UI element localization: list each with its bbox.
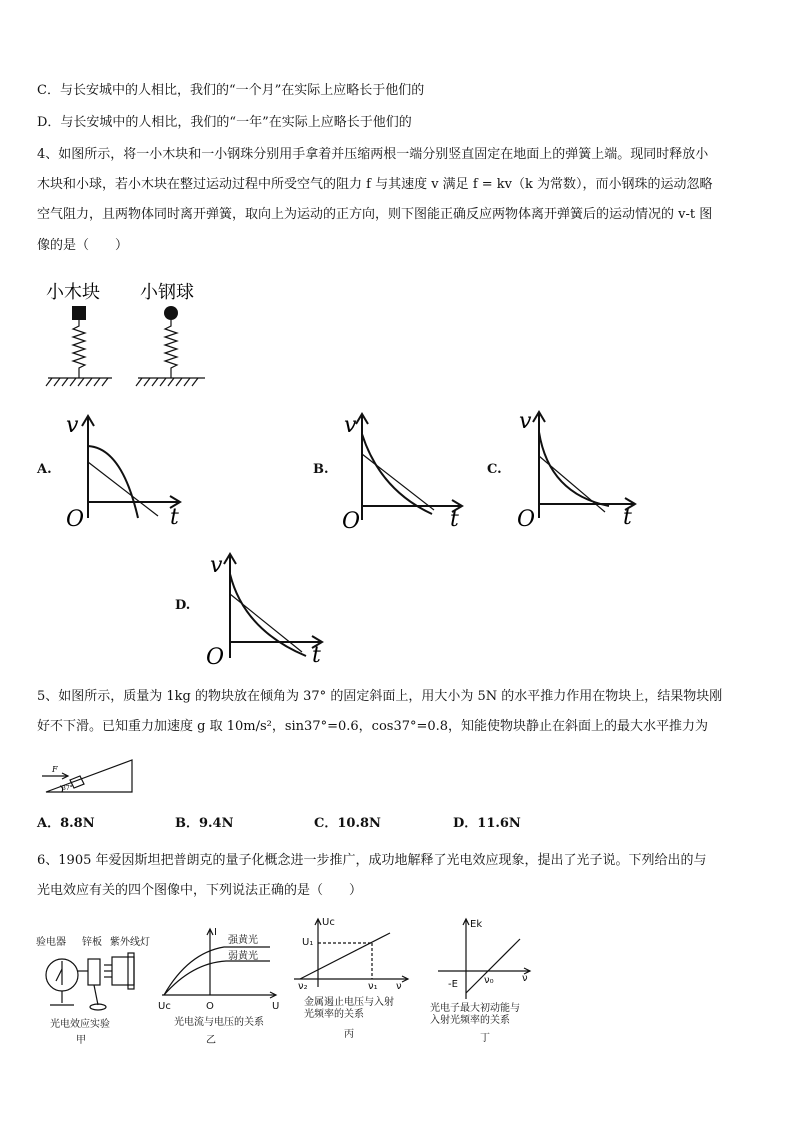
svg-text:乙: 乙 [206,1035,216,1046]
svg-text:ν: ν [396,981,402,992]
wood-label: 小木块 [46,282,100,303]
q4-text-line3: 空气阻力，且两物体同时离开弹簧，取向上为运动的正方向，则下图能正确反应两物体离开弹簧后的运动情况的 v-t 图 [37,207,713,222]
axis-o: O [517,507,536,532]
option-c-label: C. [487,462,502,477]
axis-t: t [450,507,459,532]
q3-option-d: D．与长安城中的人相比，我们的“一年”在实际上应略长于他们的 [37,115,412,130]
q5-option-c: C．10.8N [314,816,381,831]
svg-text:I: I [214,927,217,938]
zinc-plate [88,959,100,985]
axis-v: v [519,409,532,434]
q5-option-a: A．8.8N [37,816,95,831]
force-label: F [52,765,58,774]
incline-figure [40,756,140,796]
option-d-label: D. [175,598,191,613]
svg-text:O: O [206,1001,214,1012]
svg-text:丁: 丁 [480,1033,490,1044]
axis-v: v [66,413,79,438]
svg-text:U₁: U₁ [302,937,314,948]
svg-text:紫外线灯: 紫外线灯 [110,937,150,948]
svg-text:光电效应实验: 光电效应实验 [50,1019,110,1030]
svg-text:ν₀: ν₀ [484,975,494,986]
graph-d [204,550,334,670]
springs-figure [40,280,240,390]
figure-ding [418,915,548,1045]
svg-text:强黄光: 强黄光 [228,935,258,946]
axis-o: O [342,509,361,534]
q5-text-line2: 好不下滑。已知重力加速度 g 取 10m/s²，sin37°=0.6，cos37°=0.8，知能使物块静止在斜面上的最大水平推力为 [37,719,709,734]
axis-o: O [66,507,85,532]
svg-text:甲: 甲 [76,1035,86,1046]
q6-text-line2: 光电效应有关的四个图像中，下列说法正确的是（ ） [37,883,363,898]
svg-text:光频率的关系: 光频率的关系 [304,1009,364,1020]
svg-text:ν: ν [522,973,528,984]
svg-text:锌板: 锌板 [82,937,102,948]
graph-b [340,410,470,534]
ground-hatch-left [46,378,108,386]
axis-t: t [623,505,632,530]
q5-option-b: B．9.4N [175,816,234,831]
axis-v: v [344,413,357,438]
svg-text:验电器: 验电器 [36,937,66,948]
spring-right [165,320,177,378]
svg-text:光电流与电压的关系: 光电流与电压的关系 [174,1017,264,1028]
q4-text-line4: 像的是（ ） [37,238,129,253]
figure-jia [36,925,166,1055]
svg-text:金属遏止电压与入射: 金属遏止电压与入射 [304,997,394,1008]
q3-option-c: C．与长安城中的人相比，我们的“一个月”在实际上应略长于他们的 [37,83,425,98]
uv-lamp [112,957,134,985]
angle-label: 37° [62,785,73,792]
svg-text:Ek: Ek [470,919,483,930]
axis-t: t [312,643,321,668]
q4-text-line2: 木块和小球，若小木块在整过运动过程中所受空气的阻力 f 与其速度 v 满足 f = kv（k 为常数），而小钢珠的运动忽略 [37,177,713,192]
svg-text:U: U [272,1001,280,1012]
q5-text-line1: 5、如图所示，质量为 1kg 的物块放在倾角为 37° 的固定斜面上，用大小为 5N 的水平推力作用在物块上，结果物块刚 [37,689,723,704]
axis-t: t [170,505,179,530]
steel-ball [164,306,178,320]
figure-yi [158,925,288,1055]
svg-text:光电子最大初动能与: 光电子最大初动能与 [430,1003,520,1014]
svg-text:入射光频率的关系: 入射光频率的关系 [430,1015,510,1026]
graph-c [515,406,645,532]
q4-text-line1: 4、如图所示，将一小木块和一小钢珠分别用手拿着并压缩两根一端分别竖直固定在地面上的弹簧上端。现同时释放小 [37,147,709,162]
wood-block [72,306,86,320]
ground-hatch-right [136,378,198,386]
spring-left [73,320,85,378]
option-b-label: B. [313,462,329,477]
svg-text:Uc: Uc [158,1001,171,1012]
svg-text:弱黄光: 弱黄光 [228,951,258,962]
figure-bing [290,915,420,1045]
steel-label: 小钢球 [140,282,194,303]
svg-text:ν₁: ν₁ [368,981,378,992]
graph-a [62,410,192,530]
q5-option-d: D．11.6N [453,816,521,831]
axis-v: v [210,553,223,578]
option-a-label: A. [37,462,52,477]
svg-text:丙: 丙 [344,1029,354,1040]
svg-text:Uc: Uc [322,917,335,928]
axis-o: O [206,645,225,670]
svg-text:-E: -E [448,979,458,990]
q6-text-line1: 6、1905 年爱因斯坦把普朗克的量子化概念进一步推广，成功地解释了光电效应现象，提出了光子说。下列给出的与 [37,853,707,868]
svg-text:ν₂: ν₂ [298,981,308,992]
